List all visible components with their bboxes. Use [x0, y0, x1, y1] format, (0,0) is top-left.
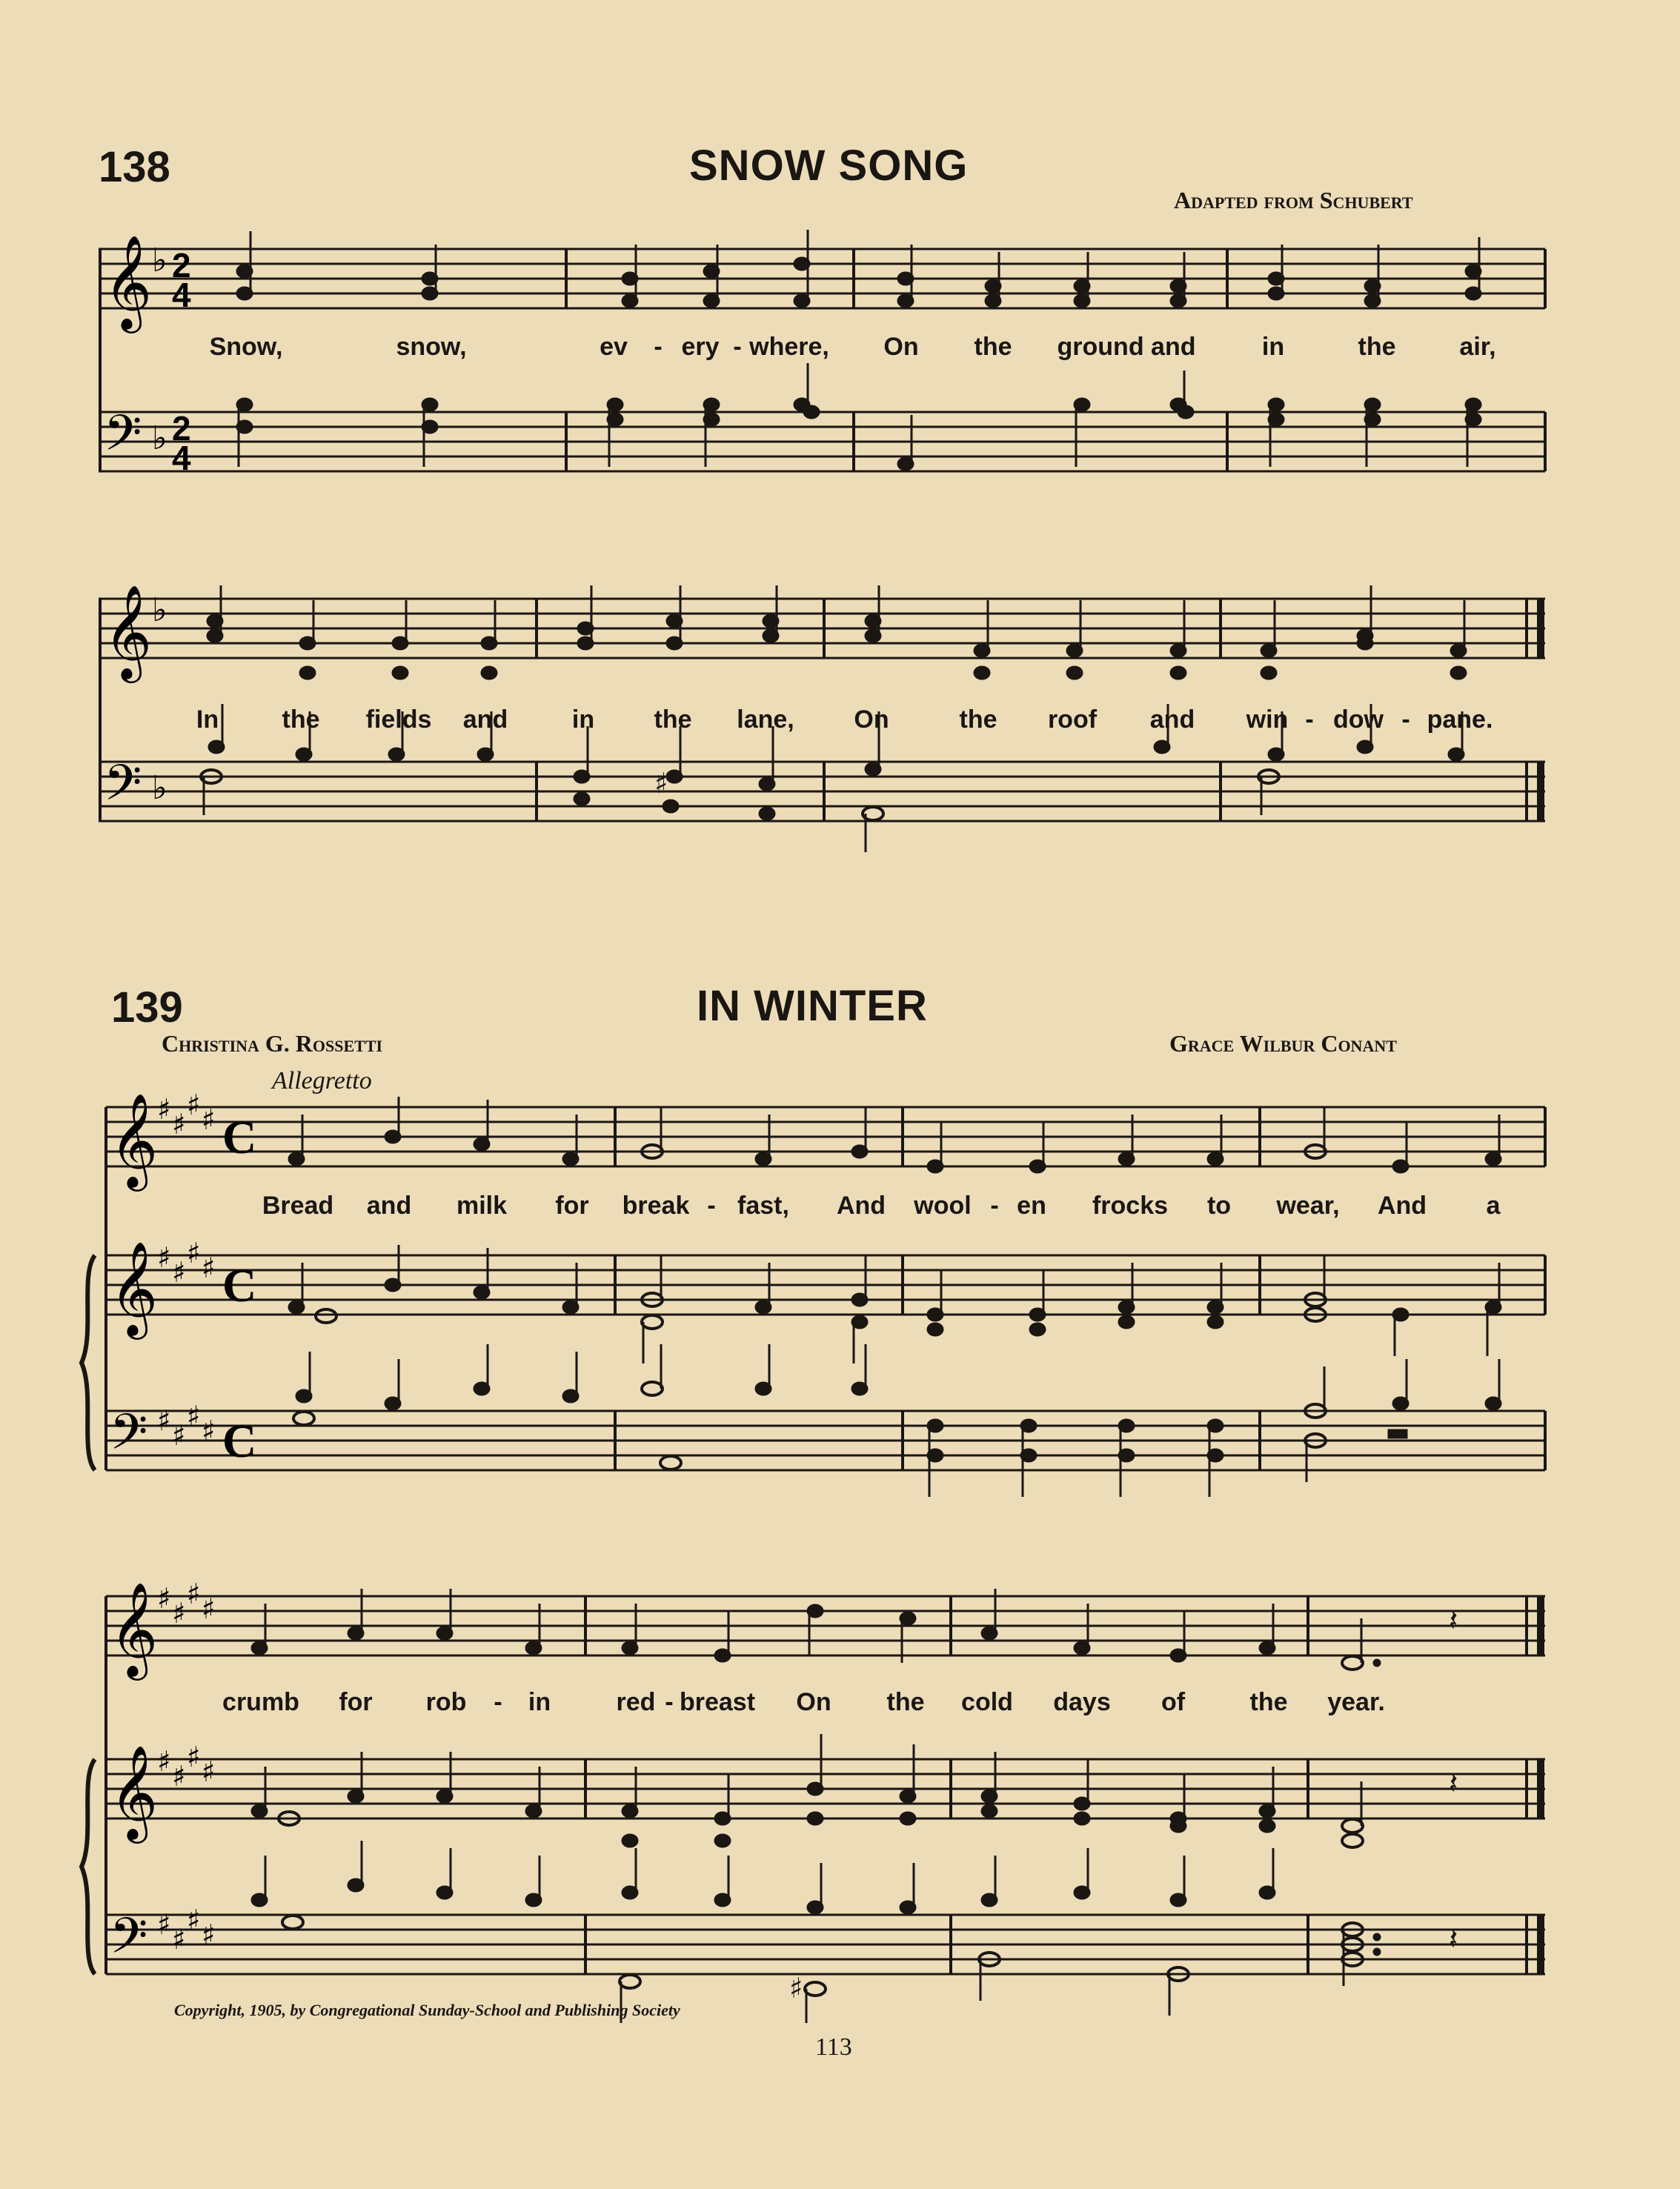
piano-treble-notes — [252, 1734, 1458, 1847]
brace-icon — [82, 1759, 95, 1974]
treble-staff — [99, 249, 1545, 308]
treble-clef-icon: 𝄞 — [110, 1744, 159, 1839]
flat-key-icon: ♭ — [152, 242, 167, 279]
flat-key-icon: ♭ — [152, 591, 167, 629]
melody-notes — [252, 1589, 1458, 1670]
svg-text:C: C — [222, 1111, 257, 1163]
lyric-syllable: frocks — [1092, 1192, 1169, 1220]
final-barline — [1537, 599, 1544, 821]
lyric-syllable: en — [1017, 1192, 1046, 1220]
treble-clef-icon: 𝄞 — [110, 1092, 159, 1187]
svg-text:♯: ♯ — [157, 1582, 171, 1615]
treble-clef-icon: 𝄞 — [110, 1240, 159, 1335]
lyric-syllable: On — [883, 333, 919, 361]
lyric-hyphen: - — [665, 1688, 674, 1716]
bass-clef-icon: 𝄢 — [104, 405, 142, 474]
lyric-syllable: fast, — [737, 1192, 789, 1220]
svg-text:♯: ♯ — [172, 1923, 186, 1956]
svg-text:♯: ♯ — [187, 1741, 201, 1773]
svg-text:♯: ♯ — [172, 1256, 186, 1289]
lyric-syllable: And — [1377, 1192, 1427, 1220]
lyric-syllable: ground and — [1057, 333, 1196, 361]
svg-text:♯: ♯ — [172, 1597, 186, 1630]
svg-text:♯: ♯ — [172, 1108, 186, 1140]
lyric-syllable: cold — [961, 1688, 1013, 1716]
lyric-syllable: And — [836, 1192, 886, 1220]
lyric-syllable: to — [1206, 1192, 1232, 1220]
song-title-in-winter: IN WINTER — [697, 982, 928, 1030]
lyric-syllable: where, — [749, 333, 829, 361]
final-barline — [1537, 1596, 1544, 1974]
flat-key-icon: ♭ — [152, 419, 167, 457]
piano-treble-notes — [289, 1245, 1501, 1363]
melody-staff — [106, 1596, 1545, 1655]
lyric-syllable: breast — [679, 1688, 756, 1716]
lyric-syllable: milk — [456, 1192, 508, 1220]
svg-text:♯: ♯ — [202, 1252, 216, 1284]
lyric-syllable: air, — [1459, 333, 1496, 361]
svg-text:♯: ♯ — [187, 1237, 201, 1269]
song-title-snow-song: SNOW SONG — [689, 142, 969, 190]
svg-text:♯: ♯ — [202, 1103, 216, 1136]
lyric-syllable: rob — [425, 1688, 467, 1716]
lyric-syllable: ery — [681, 333, 720, 361]
flat-key-icon: ♭ — [152, 769, 167, 807]
lyric-syllable: roof — [1047, 705, 1098, 734]
piano-bass-staff — [106, 1411, 1545, 1470]
lyric-syllable: and — [366, 1192, 412, 1220]
lyric-syllable: red — [616, 1688, 656, 1716]
svg-text:♯: ♯ — [157, 1908, 171, 1941]
lyric-syllable: dow — [1333, 705, 1384, 734]
lyricist-credit: Christina G. Rossetti — [162, 1030, 383, 1057]
composer-credit-138: Adapted from Schubert — [1174, 187, 1413, 213]
music-system-139-1 — [0, 1089, 1680, 1512]
svg-text:♯: ♯ — [187, 1904, 201, 1936]
piano-treble-staff — [106, 1759, 1545, 1818]
svg-text:♯: ♯ — [202, 1592, 216, 1625]
lyric-syllable: a — [1486, 1192, 1501, 1220]
lyric-syllable: ev — [600, 333, 628, 361]
svg-text:♯: ♯ — [157, 1404, 171, 1437]
copyright-notice: Copyright, 1905, by Congregational Sunday-School and Publishing Society — [174, 2001, 680, 2019]
brace-icon — [82, 1255, 95, 1470]
piano-bass-notes — [252, 1841, 1458, 2023]
lyric-syllable: pane. — [1427, 705, 1493, 734]
svg-text:C: C — [222, 1415, 257, 1467]
lyric-hyphen: - — [1401, 705, 1410, 734]
sharp-key-signature-icon — [157, 1578, 215, 1956]
lyric-syllable: Bread — [262, 1192, 334, 1220]
lyric-hyphen: - — [733, 333, 742, 361]
lyric-syllable: for — [339, 1688, 373, 1716]
lyric-hyphen: - — [654, 333, 663, 361]
lyric-syllable: In — [196, 705, 219, 734]
lyric-syllable: the — [886, 1688, 925, 1716]
lyric-syllable: in — [571, 705, 595, 734]
bass-staff — [99, 762, 1545, 821]
common-time-icon — [222, 1111, 256, 1467]
treble-clef-icon: 𝄞 — [110, 1581, 159, 1676]
svg-text:♯: ♯ — [157, 1745, 171, 1778]
svg-text:♯: ♯ — [187, 1400, 201, 1432]
svg-text:𝄽: 𝄽 — [1449, 1767, 1458, 1801]
svg-text:2: 2 — [172, 246, 191, 285]
treble-clef-icon: 𝄞 — [104, 234, 153, 329]
lyric-syllable: snow, — [396, 333, 467, 361]
music-system-139-2 — [0, 1578, 1680, 2004]
song-number-138: 138 — [99, 143, 170, 191]
lyric-syllable: win — [1246, 705, 1289, 734]
svg-text:♯: ♯ — [202, 1919, 216, 1951]
lyric-syllable: days — [1053, 1688, 1111, 1716]
bass-notes — [237, 363, 1481, 470]
svg-text:𝄽: 𝄽 — [1449, 1922, 1458, 1956]
music-system-138-1 — [0, 222, 1680, 504]
svg-text:𝄽: 𝄽 — [1449, 1604, 1458, 1638]
page-number: 113 — [815, 2033, 852, 2061]
svg-text:♯: ♯ — [654, 767, 668, 800]
lyric-syllable: and — [1149, 705, 1195, 734]
lyric-hyphen: - — [990, 1192, 999, 1220]
lyric-hyphen: - — [707, 1192, 716, 1220]
bass-clef-icon: 𝄢 — [110, 1404, 148, 1472]
lyric-syllable: in — [528, 1688, 551, 1716]
piano-bass-staff — [106, 1915, 1545, 1974]
lyric-syllable: lane, — [737, 705, 794, 734]
composer-credit-139: Grace Wilbur Conant — [1169, 1030, 1397, 1057]
treble-notes — [237, 230, 1481, 307]
lyric-syllable: crumb — [222, 1688, 299, 1716]
tempo-marking: Allegretto — [272, 1067, 372, 1094]
lyric-hyphen: - — [494, 1688, 502, 1716]
svg-text:♯: ♯ — [157, 1093, 171, 1126]
lyric-syllable: break — [622, 1192, 690, 1220]
lyric-syllable: Snow, — [209, 333, 283, 361]
lyric-syllable: the — [1358, 333, 1396, 361]
melody-staff — [106, 1107, 1545, 1166]
svg-text:♯: ♯ — [202, 1755, 216, 1788]
piano-bass-notes — [293, 1344, 1501, 1497]
lyric-syllable: the — [282, 705, 320, 734]
bass-clef-icon: 𝄢 — [110, 1907, 148, 1976]
svg-text:♯: ♯ — [202, 1415, 216, 1447]
svg-text:♯: ♯ — [172, 1419, 186, 1452]
lyric-syllable: wool — [914, 1192, 972, 1220]
lyric-syllable: fields — [365, 705, 432, 734]
lyric-hyphen: - — [1305, 705, 1314, 734]
svg-text:♯: ♯ — [157, 1241, 171, 1274]
svg-text:4: 4 — [172, 276, 191, 314]
svg-text:♯: ♯ — [187, 1089, 201, 1121]
treble-staff — [99, 599, 1545, 658]
svg-text:C: C — [222, 1259, 257, 1312]
svg-text:2: 2 — [172, 409, 191, 448]
lyric-syllable: in — [1261, 333, 1285, 361]
lyric-syllable: the — [959, 705, 997, 734]
treble-clef-icon: 𝄞 — [104, 584, 153, 679]
lyric-syllable: On — [854, 705, 889, 734]
svg-text:4: 4 — [172, 439, 191, 477]
lyric-syllable: the — [654, 705, 692, 734]
lyric-syllable: and — [462, 705, 508, 734]
svg-text:♯: ♯ — [789, 1972, 803, 2004]
bass-staff — [99, 412, 1545, 471]
svg-text:♯: ♯ — [187, 1578, 201, 1610]
lyric-syllable: for — [555, 1192, 589, 1220]
time-signature-2-4 — [172, 246, 191, 477]
lyric-syllable: year. — [1327, 1688, 1385, 1716]
lyric-syllable: On — [796, 1688, 831, 1716]
bass-clef-icon: 𝄢 — [104, 754, 142, 823]
lyric-syllable: the — [974, 333, 1012, 361]
lyric-syllable: the — [1249, 1688, 1288, 1716]
piano-treble-staff — [106, 1255, 1545, 1315]
lyric-syllable: of — [1161, 1688, 1186, 1716]
svg-text:♯: ♯ — [172, 1760, 186, 1793]
song-number-139: 139 — [111, 983, 183, 1032]
lyric-syllable: wear, — [1276, 1192, 1340, 1220]
